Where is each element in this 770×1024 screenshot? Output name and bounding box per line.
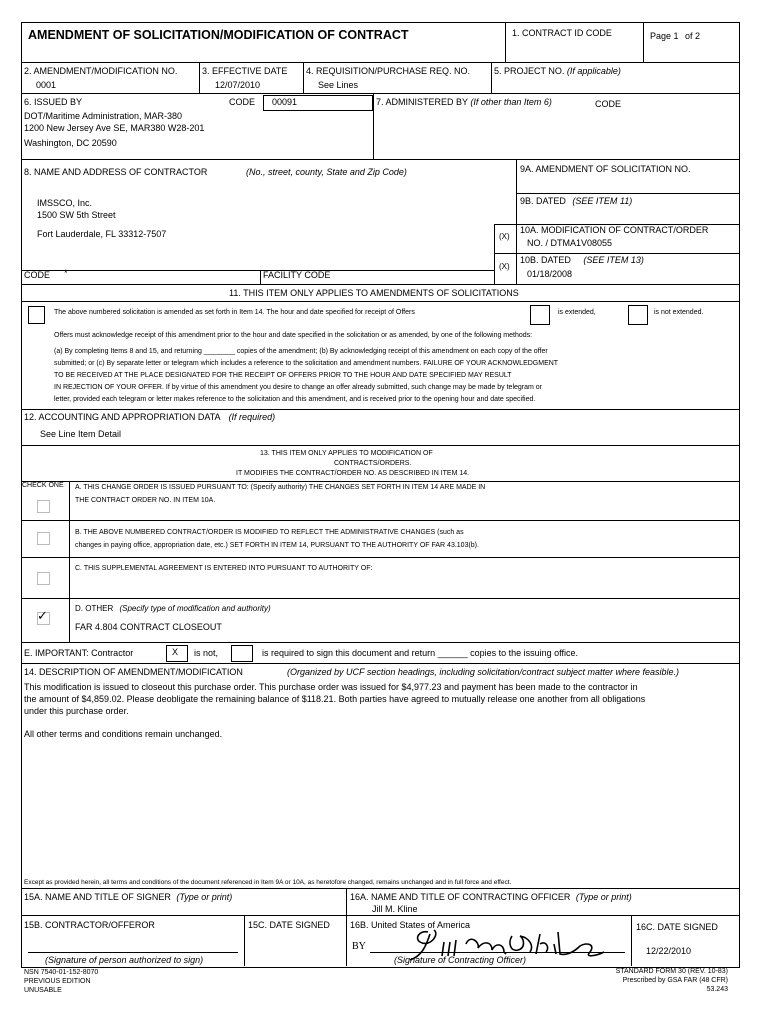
project-no-note: (If applicable) (566, 66, 621, 76)
unusable-label: UNUSABLE (24, 987, 62, 994)
except-text: Except as provided herein, all terms and conditions of the document referenced in Item 9A or 10A, as heretofore changed, remains unchanged and in full force and effect. (24, 879, 512, 886)
standard-form-label: STANDARD FORM 30 (REV. 10-83) (615, 968, 728, 975)
issued-address-line2: 1200 New Jersey Ave SE, MAR380 W28-201 (24, 123, 205, 133)
is-not-extended-label: is not extended. (654, 309, 704, 316)
page-label (650, 31, 700, 41)
item-10a-label: 10A. MODIFICATION OF CONTRACT/ORDER (520, 225, 709, 235)
item-11-title: 11. THIS ITEM ONLY APPLIES TO AMENDMENTS OF SOLICITATIONS (229, 288, 519, 298)
item-10b-label (520, 255, 644, 265)
option-b-line2: changes in paying office, appropriation date, etc.) SET FORTH IN ITEM 14, PURSUANT TO THE AUTHORITY OF FAR 43.103(b). (75, 542, 479, 549)
option-a-line2: THE CONTRACT ORDER NO. IN ITEM 10A. (75, 497, 216, 504)
item-15c-label: 15C. DATE SIGNED (248, 920, 330, 930)
item-10b-mark: (X) (499, 262, 510, 271)
item-10b-note: (SEE ITEM 13) (583, 255, 644, 265)
contractor-street: 1500 SW 5th Street (37, 210, 116, 220)
option-d-text: D. OTHER (75, 604, 114, 613)
option-d-checkmark-icon: ✓ (37, 608, 48, 623)
previous-edition-label: PREVIOUS EDITION (24, 978, 91, 985)
contractor-code-value[interactable]: * (64, 268, 68, 278)
page-total: of 2 (685, 31, 701, 41)
item-13-title-1: 13. THIS ITEM ONLY APPLIES TO MODIFICATION OF (260, 450, 433, 457)
item-16a-text: 16A. NAME AND TITLE OF CONTRACTING OFFICER (350, 892, 571, 902)
contractor-code-label: CODE (24, 270, 51, 280)
methods-line-b: submitted; or (c) By separate letter or telegram which includes a reference to the solicitation and amendment numbers. FAILURE OF YOUR ACKNOWLEDGMENT (54, 360, 559, 367)
is-not-label: is not, (194, 648, 219, 658)
project-no-label (494, 66, 621, 76)
important-label: E. IMPORTANT: Contractor (24, 648, 134, 658)
item-9a-label: 9A. AMENDMENT OF SOLICITATION NO. (520, 164, 691, 174)
option-b-checkbox[interactable] (37, 532, 50, 545)
effective-date-label: 3. EFFECTIVE DATE (202, 66, 288, 76)
contractor-note: (No., street, county, State and Zip Code) (246, 167, 407, 177)
methods-line-e: letter, provided each telegram or letter makes reference to the solicitation and this amendment, and is received prior to the opening hour and date specified. (54, 396, 536, 403)
item-15a-note: (Type or print) (176, 892, 233, 902)
facility-code-label: FACILITY CODE (263, 270, 331, 280)
option-d-value[interactable]: FAR 4.804 CONTRACT CLOSEOUT (75, 622, 222, 632)
issued-code-value[interactable]: 00091 (272, 97, 298, 107)
item-10b-text: 10B. DATED (520, 255, 571, 265)
amendment-no-value[interactable]: 0001 (36, 80, 57, 90)
item-13-title-3: IT MODIFIES THE CONTRACT/ORDER NO. AS DESCRIBED IN ITEM 14. (236, 470, 470, 477)
requisition-label: 4. REQUISITION/PURCHASE REQ. NO. (306, 66, 471, 76)
methods-line-d: IN REJECTION OF YOUR OFFER. If by virtue of this amendment you desire to change an offer already submitted, such change may be made by telegram or (54, 384, 543, 391)
item-15a-text: 15A. NAME AND TITLE OF SIGNER (24, 892, 171, 902)
item-16c-label: 16C. DATE SIGNED (636, 922, 718, 932)
extended-checkbox[interactable] (530, 305, 550, 325)
check-one-label: CHECK ONE (22, 482, 64, 489)
is-required-label: is required to sign this document and return ______ copies to the issuing office. (262, 648, 579, 658)
item-9b-text: 9B. DATED (520, 196, 566, 206)
by-label: BY (352, 941, 366, 952)
project-no-text: 5. PROJECT NO. (494, 66, 565, 76)
issued-code-label: CODE (229, 97, 256, 107)
item-15b-label: 15B. CONTRACTOR/OFFEROR (24, 920, 155, 930)
item-11-checkbox[interactable] (28, 306, 45, 324)
item-12-note: (If required) (228, 412, 276, 422)
contractor-label: 8. NAME AND ADDRESS OF CONTRACTOR (24, 167, 208, 177)
option-a-line1: A. THIS CHANGE ORDER IS ISSUED PURSUANT TO: (Specify authority) THE CHANGES SET FORTH IN ITEM 14 ARE MADE IN (75, 484, 486, 491)
issued-by-label: 6. ISSUED BY (24, 97, 83, 107)
methods-line-a: (a) By completing Items 8 and 15, and returning ________ copies of the amendment; (b) By acknowledging receipt of this amendment on each copy of the offer (54, 348, 548, 355)
item-16a-label (350, 892, 632, 902)
item-16c-value[interactable]: 12/22/2010 (646, 946, 692, 956)
administered-by-text: 7. ADMINISTERED BY (376, 97, 468, 107)
item-16b-label: 16B. United States of America (350, 920, 471, 930)
item-14-label: 14. DESCRIPTION OF AMENDMENT/MODIFICATION (24, 667, 243, 677)
item-14-para2: All other terms and conditions remain unchanged. (24, 729, 223, 739)
item-12-text: 12. ACCOUNTING AND APPROPRIATION DATA (24, 412, 221, 422)
option-c-checkbox[interactable] (37, 572, 50, 585)
administered-by-label (376, 97, 552, 107)
item-11-amended-text: The above numbered solicitation is amended as set forth in Item 14. The hour and date specified for receipt of Offers (54, 309, 415, 316)
item-14-para1-line3: under this purchase order. (24, 706, 129, 716)
page-number: Page 1 (650, 31, 679, 41)
prescribed-by-label: Prescribed by GSA FAR (48 CFR) (622, 977, 728, 984)
signature-15-note: (Signature of person authorized to sign) (45, 955, 204, 965)
administered-by-note: (If other than Item 6) (470, 97, 552, 107)
methods-line-c: TO BE RECEIVED AT THE PLACE DESIGNATED FOR THE RECEIPT OF OFFERS PRIOR TO THE HOUR AND DATE SPECIFIED MAY RESULT (54, 372, 512, 379)
item-12-value[interactable]: See Line Item Detail (40, 429, 122, 439)
option-d-label (75, 604, 271, 613)
contract-id-label: 1. CONTRACT ID CODE (512, 28, 612, 38)
option-a-checkbox[interactable] (37, 500, 50, 513)
offers-text: Offers must acknowledge receipt of this amendment prior to the hour and date specified in the solicitation or as amended, by one of the following methods: (54, 332, 533, 339)
amendment-no-label: 2. AMENDMENT/MODIFICATION NO. (24, 66, 178, 76)
item-16a-value[interactable]: Jill M. Kline (372, 904, 418, 914)
signature-16-note: (Signature of Contracting Officer) (394, 955, 527, 965)
administered-code-label: CODE (595, 99, 622, 109)
far-section-label: 53.243 (706, 986, 728, 993)
option-c-line1: C. THIS SUPPLEMENTAL AGREEMENT IS ENTERED INTO PURSUANT TO AUTHORITY OF: (75, 565, 373, 572)
is-required-checkbox[interactable] (231, 645, 253, 662)
option-b-line1: B. THE ABOVE NUMBERED CONTRACT/ORDER IS MODIFIED TO REFLECT THE ADMINISTRATIVE CHANGES (such as (75, 529, 464, 536)
effective-date-value[interactable]: 12/07/2010 (215, 80, 261, 90)
item-9b-note: (SEE ITEM 11) (572, 196, 633, 206)
option-d-note: (Specify type of modification and authority) (119, 604, 271, 613)
item-10a-value[interactable]: NO. / DTMA1V08055 (527, 238, 613, 248)
contractor-name: IMSSCO, Inc. (37, 198, 93, 208)
item-10b-value[interactable]: 01/18/2008 (527, 269, 573, 279)
not-extended-checkbox[interactable] (628, 305, 648, 325)
item-9b-label (520, 196, 632, 206)
item-16a-note: (Type or print) (575, 892, 632, 902)
nsn-label: NSN 7540-01-152-8070 (24, 969, 99, 976)
form-title: AMENDMENT OF SOLICITATION/MODIFICATION OF CONTRACT (28, 28, 409, 42)
item-14-para1-line1: This modification is issued to closeout this purchase order. This purchase order was issued for $4,977.23 and payment has been made to the contractor in (24, 682, 638, 692)
item-13-title-2: CONTRACTS/ORDERS. (334, 460, 412, 467)
requisition-value[interactable]: See Lines (318, 80, 359, 90)
issued-address-line3: Washington, DC 20590 (24, 138, 117, 148)
item-15a-label (24, 892, 232, 902)
is-not-x-mark: X (172, 647, 179, 657)
item-10a-mark: (X) (499, 232, 510, 241)
item-12-label (24, 412, 275, 422)
item-14-note: (Organized by UCF section headings, including solicitation/contract subject matter where feasible.) (287, 667, 680, 677)
item-14-para1-line2: the amount of $4,859.02. Please deobligate the remaining balance of $118.21. Both parties have agreed to mutually release one another from all obligations (24, 694, 646, 704)
is-extended-label: is extended, (558, 309, 596, 316)
issued-address-line1: DOT/Maritime Administration, MAR-380 (24, 111, 183, 121)
contractor-city: Fort Lauderdale, FL 33312-7507 (37, 229, 167, 239)
